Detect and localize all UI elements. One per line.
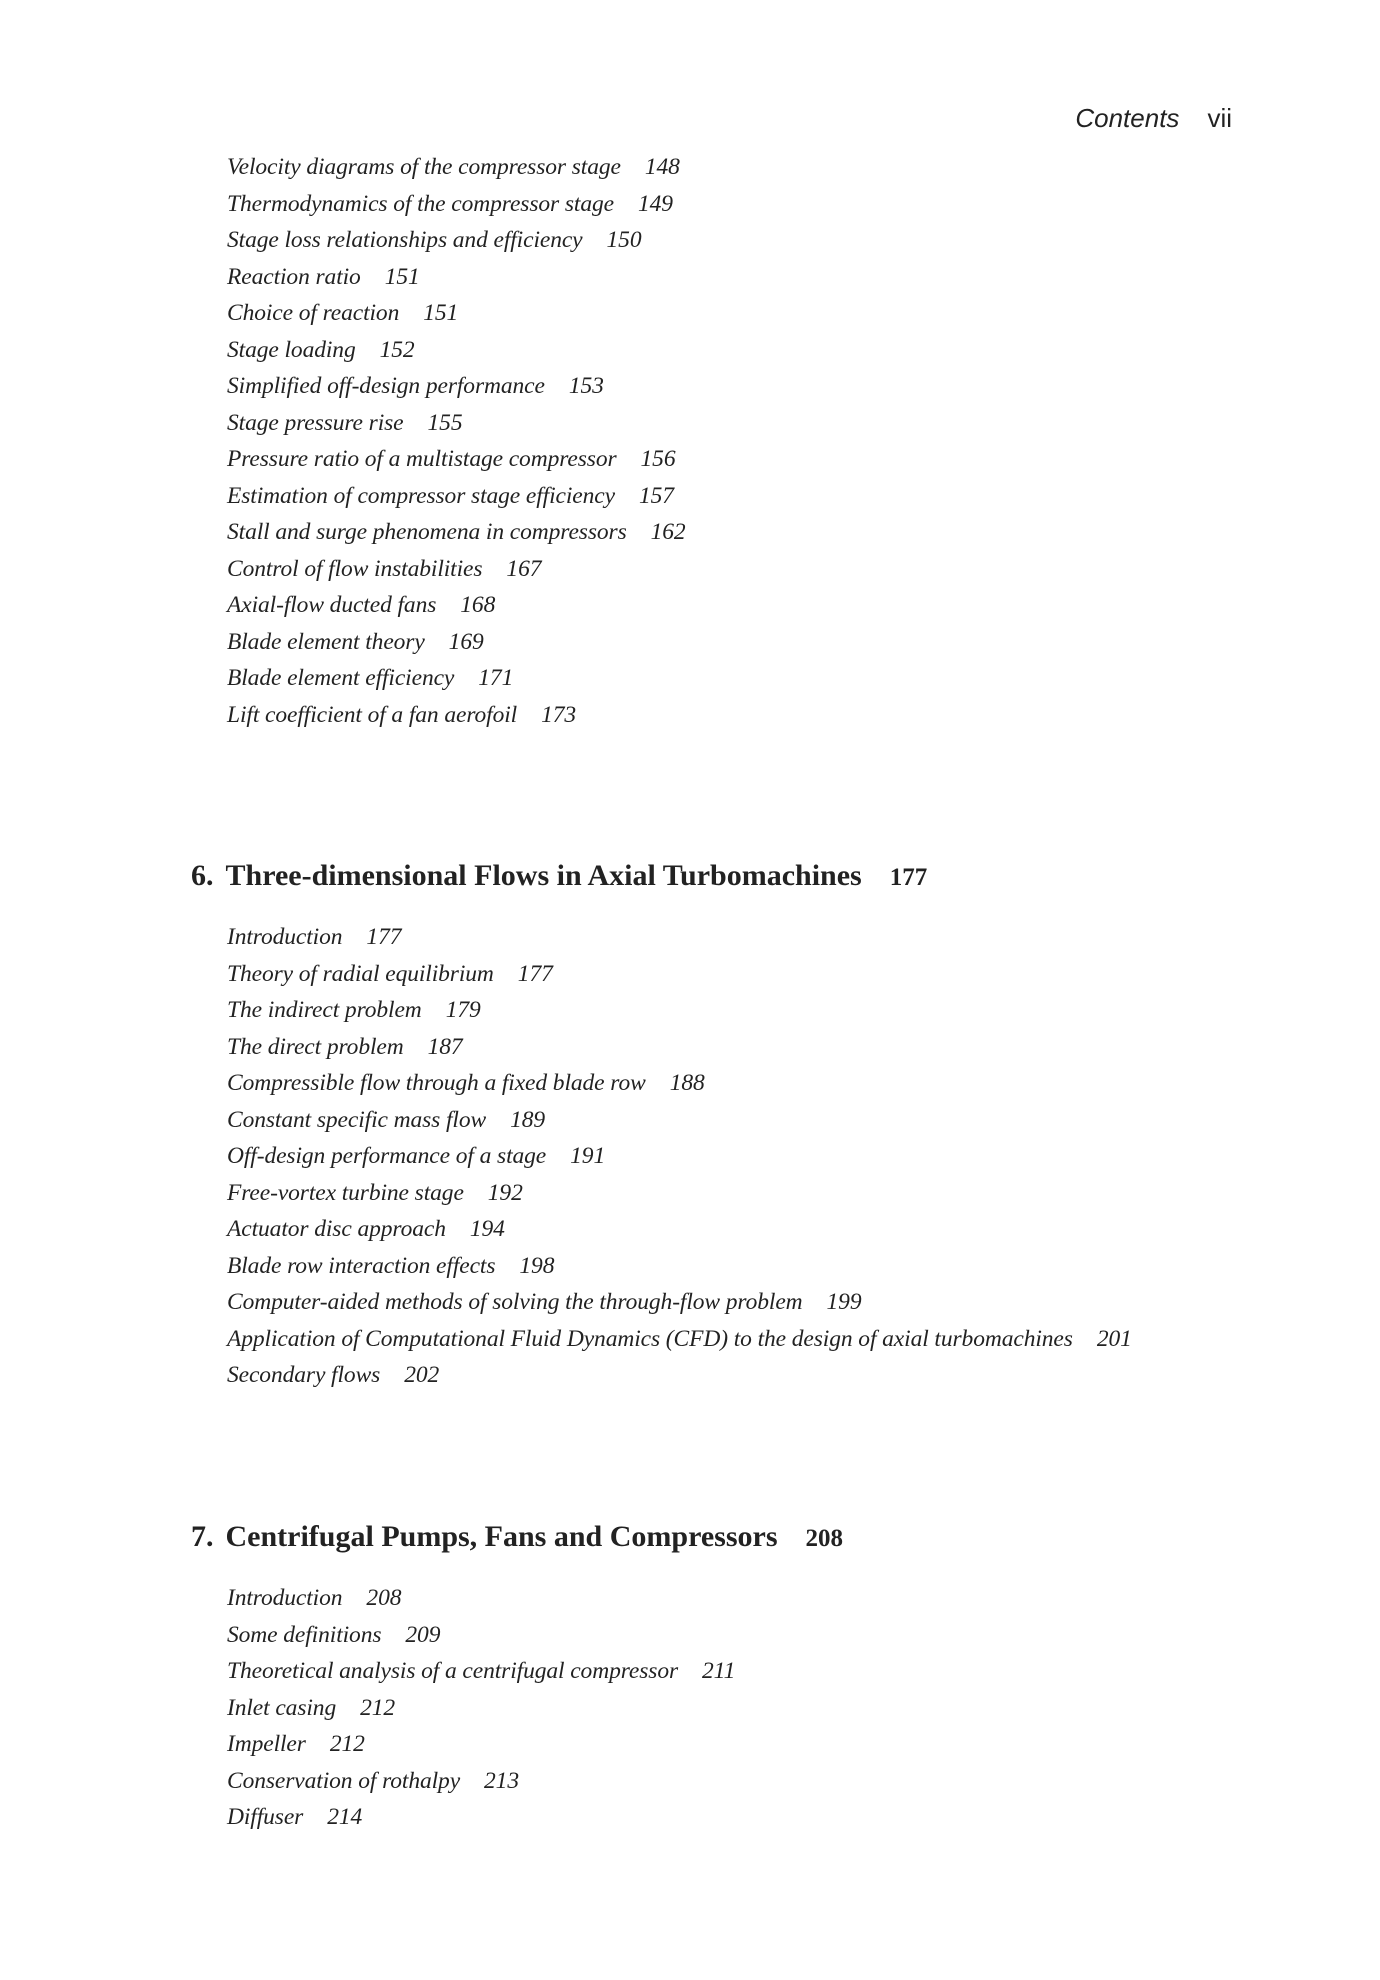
toc-entry-title: Impeller [227,1731,306,1757]
toc-entry-page: 213 [484,1767,519,1794]
toc-entry-page: 150 [606,227,642,253]
toc-entry-title: Velocity diagrams of the compressor stage [227,154,621,180]
toc-entry-title: Off-design performance of a stage [227,1143,547,1169]
toc-entry [227,1321,1132,1358]
section-5-entries [227,149,686,733]
toc-entry-page: 192 [487,1179,523,1206]
toc-entry [227,660,686,697]
toc-entry-title: Introduction [227,924,343,950]
toc-entry [227,478,686,515]
toc-entry-title: Blade element efficiency [227,665,455,691]
toc-entry-title: Estimation of compressor stage efficiency [227,482,615,509]
toc-entry-title: Lift coefficient of a fan aerofoil [227,701,518,728]
toc-entry-page: 151 [384,263,420,290]
toc-entry-page: 169 [448,628,484,655]
toc-entry-page: 168 [460,592,496,618]
chapter-page: 208 [805,1525,843,1552]
toc-entry-title: Simplified off-design performance [227,373,545,399]
toc-entry-page: 212 [329,1731,365,1757]
chapter-number: 6. [191,859,214,892]
toc-entry [227,1175,1132,1212]
toc-entry-page: 177 [517,960,553,987]
toc-entry-page: 191 [570,1143,606,1169]
toc-entry-title: Pressure ratio of a multistage compressor [227,446,617,472]
toc-entry-page: 209 [405,1621,441,1648]
toc-entry-page: 188 [669,1070,705,1096]
toc-entry-page: 155 [427,409,463,436]
toc-entry [227,1617,735,1654]
toc-entry-title: Stage loading [227,336,356,363]
toc-entry-page: 156 [640,446,676,472]
toc-entry-title: Choice of reaction [227,300,400,326]
toc-entry [227,1138,1132,1175]
toc-entry-title: The direct problem [227,1033,404,1060]
toc-entry-page: 199 [826,1289,862,1315]
toc-entry-title: Some definitions [227,1621,382,1648]
toc-entry-page: 157 [638,482,674,509]
toc-entry-page: 177 [366,924,402,950]
toc-entry [227,1653,735,1690]
toc-entry-page: 202 [404,1362,440,1388]
toc-entry-title: Computer-aided methods of solving the through-flow problem [227,1289,803,1315]
toc-entry-title: Theoretical analysis of a centrifugal compressor [227,1658,679,1684]
toc-entry-title: Compressible flow through a fixed blade row [227,1070,646,1096]
toc-entry-page: 152 [379,336,415,363]
toc-entry-title: Blade row interaction effects [227,1252,496,1279]
toc-entry-title: Conservation of rothalpy [227,1767,461,1794]
toc-entry [227,1065,1132,1102]
chapter-7-entries [227,1580,735,1836]
chapter-page: 177 [889,864,928,891]
toc-entry [227,551,686,588]
toc-entry [227,697,686,734]
toc-entry [227,332,686,369]
toc-entry [227,405,686,442]
toc-entry [227,368,686,405]
toc-entry-title: Theory of radial equilibrium [227,960,494,987]
chapter-6-entries [227,919,1132,1394]
toc-entry-page: 153 [568,373,604,399]
toc-entry [227,587,686,624]
toc-entry [227,1580,735,1617]
chapter-title: Three-dimensional Flows in Axial Turbomachines [225,859,862,892]
toc-entry [227,149,686,186]
toc-entry [227,624,686,661]
toc-entry [227,295,686,332]
toc-entry-title: Introduction [227,1585,343,1611]
toc-entry-page: 208 [366,1585,402,1611]
toc-entry [227,992,1132,1029]
toc-entry-page: 149 [637,190,673,217]
chapter-number: 7. [191,1520,214,1553]
toc-entry-title: Thermodynamics of the compressor stage [227,190,614,217]
toc-entry-page: 179 [445,997,481,1023]
toc-entry-title: Blade element theory [227,628,425,655]
toc-entry [227,1799,735,1836]
toc-entry-page: 151 [423,300,459,326]
toc-entry-title: Stage loss relationships and efficiency [227,227,583,253]
toc-entry-page: 167 [506,555,542,582]
toc-entry [227,1102,1132,1139]
toc-entry-title: Inlet casing [227,1694,337,1721]
running-head [1075,103,1232,134]
toc-entry-page: 214 [327,1804,363,1830]
toc-entry-title: Free-vortex turbine stage [227,1179,464,1206]
toc-entry-page: 148 [644,154,680,180]
chapter-7-heading [191,1520,843,1554]
toc-entry-title: Reaction ratio [227,263,361,290]
toc-entry-title: Stall and surge phenomena in compressors [227,519,627,545]
page-number: vii [1207,103,1232,133]
toc-entry [227,919,1132,956]
toc-entry [227,1211,1132,1248]
chapter-title: Centrifugal Pumps, Fans and Compressors [225,1520,778,1553]
toc-entry-page: 189 [510,1106,546,1133]
toc-entry-title: The indirect problem [227,997,422,1023]
toc-entry-page: 194 [469,1216,505,1242]
toc-entry-title: Control of flow instabilities [227,555,483,582]
toc-entry [227,1248,1132,1285]
toc-entry-page: 162 [650,519,686,545]
toc-entry [227,956,1132,993]
toc-entry [227,1763,735,1800]
toc-entry-page: 201 [1096,1325,1132,1352]
toc-entry-title: Secondary flows [227,1362,381,1388]
toc-entry-page: 211 [702,1658,736,1684]
running-head-title: Contents [1075,103,1180,133]
toc-entry-title: Diffuser [227,1804,304,1830]
toc-entry [227,1726,735,1763]
toc-entry-title: Stage pressure rise [227,409,404,436]
toc-entry [227,514,686,551]
toc-entry [227,1029,1132,1066]
toc-entry-title: Actuator disc approach [227,1216,446,1242]
toc-entry [227,1284,1132,1321]
toc-entry [227,1690,735,1727]
toc-entry-page: 212 [360,1694,396,1721]
toc-entry [227,1357,1132,1394]
toc-entry-page: 173 [541,701,577,728]
toc-entry-page: 198 [519,1252,555,1279]
toc-entry-title: Axial-flow ducted fans [227,592,437,618]
toc-entry [227,441,686,478]
toc-entry-title: Constant specific mass flow [227,1106,487,1133]
toc-entry-title: Application of Computational Fluid Dynamics (CFD) to the design of axial turbomachines [227,1325,1073,1352]
toc-entry-page: 171 [478,665,514,691]
toc-entry [227,186,686,223]
toc-entry [227,259,686,296]
toc-entry-page: 187 [427,1033,463,1060]
chapter-6-heading [191,859,927,893]
toc-entry [227,222,686,259]
